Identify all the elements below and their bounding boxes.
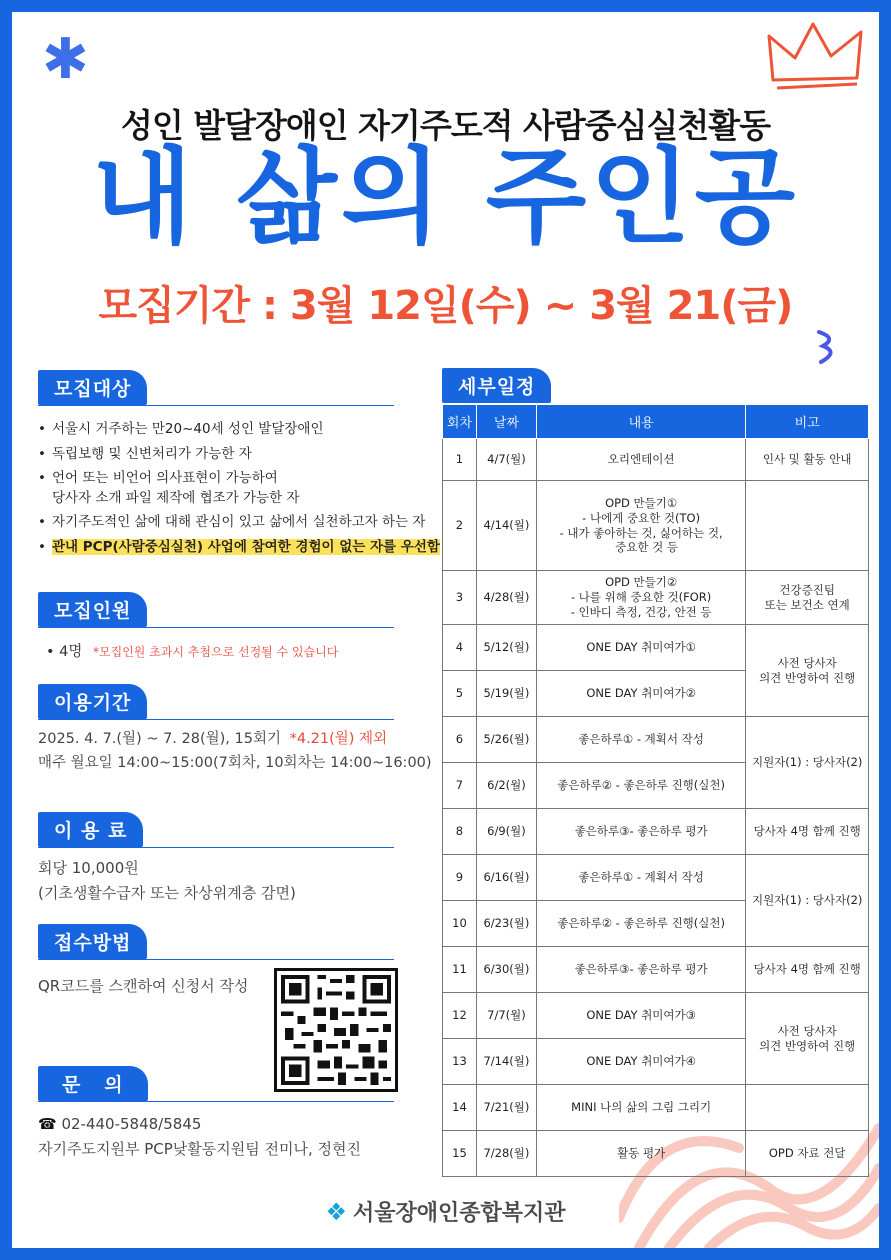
column-header: 내용 — [536, 405, 745, 439]
note-line: 건강증진팀 — [779, 582, 835, 597]
target-heading: 모집대상 — [38, 370, 147, 405]
session-number: 6 — [443, 717, 477, 763]
session-number: 7 — [443, 763, 477, 809]
session-date: 7/14(월) — [476, 1039, 536, 1085]
schedule-section — [442, 368, 551, 403]
table-row — [443, 571, 869, 625]
session-number: 15 — [443, 1131, 477, 1177]
table-row — [443, 809, 869, 855]
divider — [38, 959, 394, 960]
schedule-table — [442, 404, 869, 1177]
session-date: 4/14(월) — [476, 481, 536, 571]
divider — [38, 405, 394, 406]
table-row — [443, 439, 869, 481]
content-line: - 내가 좋아하는 것, 싫어하는 것, — [559, 525, 723, 540]
crown-doodle-icon — [765, 18, 875, 98]
target-item-priority — [38, 538, 440, 558]
session-number: 10 — [443, 901, 477, 947]
note-line: 또는 보건소 연계 — [764, 597, 850, 612]
session-content — [536, 481, 745, 571]
content-line: - 나에게 중요한 것(TO) — [582, 510, 701, 525]
session-note — [746, 571, 869, 625]
squiggle-doodle-icon — [813, 328, 843, 368]
contact-phone[interactable]: 02-440-5848/5845 — [61, 1115, 202, 1133]
session-content: 활동 평가 — [536, 1131, 745, 1177]
divider — [38, 1101, 394, 1102]
session-content: 좋은하루② - 좋은하루 진행(실천) — [536, 901, 745, 947]
session-number: 11 — [443, 947, 477, 993]
column-header: 날짜 — [476, 405, 536, 439]
organization-logo — [12, 1196, 879, 1227]
session-date: 5/26(월) — [476, 717, 536, 763]
table-row — [443, 947, 869, 993]
column-header: 비고 — [746, 405, 869, 439]
session-number: 12 — [443, 993, 477, 1039]
schedule-heading: 세부일정 — [442, 368, 551, 403]
session-content: 오리엔테이션 — [536, 439, 745, 481]
session-number: 1 — [443, 439, 477, 481]
fee-line1: 회당 10,000원 — [38, 859, 139, 877]
session-date: 7/21(월) — [476, 1085, 536, 1131]
session-number: 2 — [443, 481, 477, 571]
usage-period-line2: 매주 월요일 14:00~15:00(7회차, 10회차는 14:00~16:00) — [38, 754, 432, 771]
session-content: 좋은하루③- 좋은하루 평가 — [536, 809, 745, 855]
target-item: • 서울시 거주하는 만20~40세 성인 발달장애인 — [38, 420, 440, 440]
asterisk-decoration-icon: ✱ — [42, 27, 89, 92]
content-title: OPD 만들기② — [605, 575, 678, 590]
table-row — [443, 625, 869, 671]
fee-section — [38, 812, 394, 906]
table-row — [443, 1131, 869, 1177]
session-date: 6/16(월) — [476, 855, 536, 901]
session-content: ONE DAY 취미여가③ — [536, 993, 745, 1039]
session-content: 좋은하루③- 좋은하루 평가 — [536, 947, 745, 993]
session-date: 7/28(월) — [476, 1131, 536, 1177]
subtitle: 성인 발달장애인 자기주도적 사람중심실천활동 — [120, 106, 771, 145]
main-title: 내 삶의 주인공 — [91, 136, 800, 258]
contact-section — [38, 1066, 394, 1162]
contact-phone-row — [38, 1112, 394, 1137]
contact-team: 자기주도지원부 PCP낮활동지원팀 전미나, 정현진 — [38, 1139, 361, 1158]
session-number: 9 — [443, 855, 477, 901]
poster — [12, 12, 879, 1248]
table-row — [443, 481, 869, 571]
content-line: - 인바디 측정, 건강, 안전 등 — [570, 604, 712, 619]
table-row — [443, 993, 869, 1039]
session-date: 5/19(월) — [476, 671, 536, 717]
session-date: 7/7(월) — [476, 993, 536, 1039]
table-row — [443, 855, 869, 901]
usage-period-dates: 2025. 4. 7.(월) ~ 7. 28(월), 15회기 — [38, 731, 281, 747]
organization-logo-icon: ❖ — [325, 1198, 347, 1226]
recruit-note: *모집인원 초과시 추첨으로 선정될 수 있습니다 — [93, 645, 339, 659]
table-header-row — [443, 405, 869, 439]
divider — [38, 719, 394, 720]
recruit-heading: 모집인원 — [38, 592, 147, 627]
session-number: 14 — [443, 1085, 477, 1131]
content-title: OPD 만들기① — [605, 495, 678, 510]
session-note — [746, 481, 869, 571]
column-header: 회차 — [443, 405, 477, 439]
session-content: ONE DAY 취미여가④ — [536, 1039, 745, 1085]
session-note — [746, 1085, 869, 1131]
session-date: 5/12(월) — [476, 625, 536, 671]
content-line: - 나를 위해 중요한 것(FOR) — [570, 590, 712, 605]
session-date: 4/7(월) — [476, 439, 536, 481]
priority-highlight: 관내 PCP(사람중심실천) 사업에 참여한 경험이 없는 자를 우선함 — [52, 538, 440, 555]
divider — [38, 627, 394, 628]
apply-text: QR코드를 스캔하여 신청서 작성 — [38, 977, 249, 995]
usage-period-section — [38, 684, 432, 776]
note-line: 사전 당사자 — [777, 655, 837, 670]
phone-icon: ☎ — [38, 1115, 57, 1133]
session-date: 6/9(월) — [476, 809, 536, 855]
session-date: 6/23(월) — [476, 901, 536, 947]
bullet: • — [46, 644, 55, 660]
apply-heading: 접수방법 — [38, 924, 147, 959]
recruit-section — [38, 592, 394, 661]
session-note-merged — [746, 625, 869, 717]
table-row — [443, 1085, 869, 1131]
content-line: 중요한 것 등 — [604, 540, 679, 555]
usage-period-exception: *4.21(월) 제외 — [289, 731, 388, 747]
target-section — [38, 370, 440, 562]
note-line: 의견 반영하여 진행 — [759, 670, 856, 685]
session-date: 4/28(월) — [476, 571, 536, 625]
session-number: 4 — [443, 625, 477, 671]
session-content: 좋은하루② - 좋은하루 진행(실천) — [536, 763, 745, 809]
fee-heading: 이 용 료 — [38, 812, 143, 847]
session-content: MINI 나의 삶의 그림 그리기 — [536, 1085, 745, 1131]
session-number: 13 — [443, 1039, 477, 1085]
session-number: 8 — [443, 809, 477, 855]
session-content: 좋은하루① - 계획서 작성 — [536, 717, 745, 763]
session-date: 6/2(월) — [476, 763, 536, 809]
session-number: 3 — [443, 571, 477, 625]
usage-period-line1 — [38, 728, 432, 752]
session-note-merged — [746, 993, 869, 1085]
note-line: 사전 당사자 — [777, 1023, 837, 1038]
target-item-cont: 당사자 소개 파일 제작에 협조가 가능한 자 — [52, 489, 300, 506]
target-item: • 독립보행 및 신변처리가 가능한 자 — [38, 445, 440, 465]
contact-heading: 문 의 — [38, 1066, 148, 1101]
recruitment-period: 모집기간 : 3월 12일(수) ~ 3월 21(금) — [98, 283, 793, 329]
target-item: • 언어 또는 비언어 의사표현이 가능하여 — [38, 469, 440, 489]
table-row — [443, 717, 869, 763]
session-note: 인사 및 활동 안내 — [746, 439, 869, 481]
target-item: • 자기주도적인 삶에 대해 관심이 있고 삶에서 실천하고자 하는 자 — [38, 513, 440, 533]
session-note-merged: 지원자(1) : 당사자(2) — [746, 855, 869, 947]
session-note: 당사자 4명 함께 진행 — [746, 947, 869, 993]
session-content: ONE DAY 취미여가① — [536, 625, 745, 671]
session-content — [536, 571, 745, 625]
recruit-count: 4명 — [59, 644, 83, 660]
session-content: ONE DAY 취미여가② — [536, 671, 745, 717]
recruit-count-row — [38, 640, 394, 661]
organization-name: 서울장애인종합복지관 — [352, 1201, 566, 1226]
session-note-merged: 지원자(1) : 당사자(2) — [746, 717, 869, 809]
session-date: 6/30(월) — [476, 947, 536, 993]
note-line: 의견 반영하여 진행 — [759, 1038, 856, 1053]
session-content: 좋은하루① - 계획서 작성 — [536, 855, 745, 901]
divider — [38, 847, 394, 848]
session-note: 당사자 4명 함께 진행 — [746, 809, 869, 855]
usage-period-heading: 이용기간 — [38, 684, 147, 719]
session-number: 5 — [443, 671, 477, 717]
session-note: OPD 자료 전달 — [746, 1131, 869, 1177]
fee-line2: (기초생활수급자 또는 차상위계층 감면) — [38, 883, 296, 902]
